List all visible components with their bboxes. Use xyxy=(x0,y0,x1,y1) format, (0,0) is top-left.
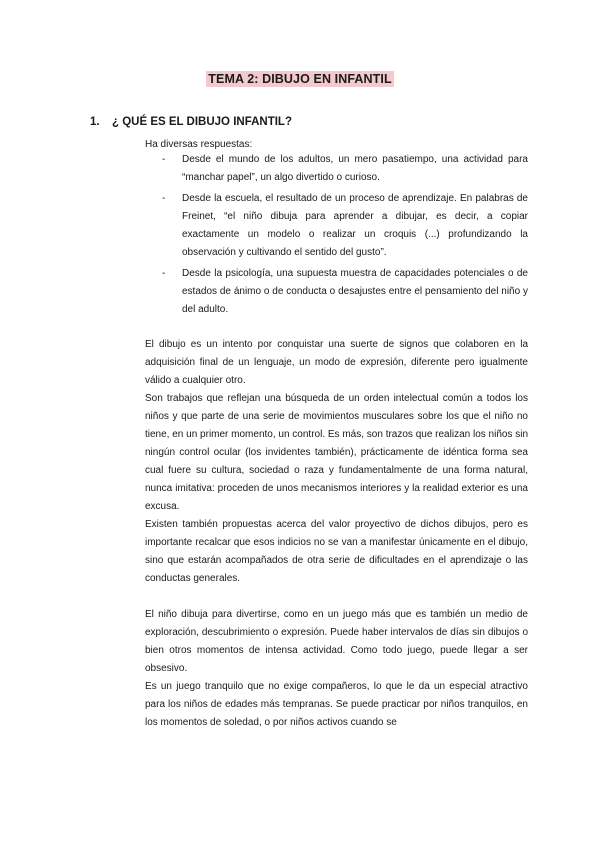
title-highlight: TEMA 2: DIBUJO EN INFANTIL xyxy=(208,72,392,86)
paragraph: Existen también propuestas acerca del valor proyectivo de dichos dibujos, pero es importante recalcar que esos indicios no se van a manifestar únicamente en el dibujo, sino que estarán acompañados de otra serie de dificultades en el aprendizaje o las conductas generales. xyxy=(145,519,528,584)
bullet-dash: - xyxy=(162,154,166,165)
bullet-item xyxy=(162,151,528,187)
section-number: 1. xyxy=(90,116,100,128)
paragraph: El dibujo es un intento por conquistar una suerte de signos que colaboren en la adquisición final de un lenguaje, un modo de expresión, diferente pero igualmente válido a cualquier otro. xyxy=(145,339,528,386)
bullet-item xyxy=(162,190,528,262)
bullet-dash: - xyxy=(162,268,166,279)
bullet-dash: - xyxy=(162,193,166,204)
bullet-text: Desde el mundo de los adultos, un mero pasatiempo, una actividad para “manchar papel”, un algo divertido o curioso. xyxy=(182,154,528,183)
paragraph: Es un juego tranquilo que no exige compañeros, lo que le da un especial atractivo para los niños de edades más tempranas. Se puede practicar por niños tranquilos, en los momentos de soledad, o por niños activos cuando se xyxy=(145,681,528,728)
intro-line: Ha diversas respuestas: xyxy=(145,139,253,150)
bullet-item xyxy=(162,265,528,319)
section-heading-text: ¿ QUÉ ES EL DIBUJO INFANTIL? xyxy=(112,116,292,128)
document-title xyxy=(0,72,600,86)
body-text xyxy=(145,336,528,732)
bullet-text: Desde la psicología, una supuesta muestra de capacidades potenciales o de estados de ánimo o de conducta o desajustes entre el pensamiento del niño y del adulto. xyxy=(182,268,528,315)
section-heading xyxy=(90,116,292,128)
bullet-list xyxy=(162,151,528,322)
paragraph: Son trabajos que reflejan una búsqueda de un orden intelectual común a todos los niños y que parte de una serie de movimientos musculares sobre los que el niño no tiene, en un primer momento, un control. Es más, son trazos que realizan los niños sin ningún control ocular (los invidentes también), prácticamente de idéntica forma sea cual fuere su cultura, sociedad o raza y fundamentalmente de una forma natural, nunca imitativa: proceden de unos mecanismos interiores y la realidad exterior es una excusa. xyxy=(145,393,528,512)
bullet-text: Desde la escuela, el resultado de un proceso de aprendizaje. En palabras de Freinet, “el niño dibuja para aprender a dibujar, es decir, a copiar exactamente un modelo o realizar un croquis (...) profundizando la observación y cultivando el sentido del gusto”. xyxy=(182,193,528,258)
paragraph: El niño dibuja para divertirse, como en un juego más que es también un medio de exploración, descubrimiento o expresión. Puede haber intervalos de días sin dibujos o bien otros momentos de intensa actividad. Como todo juego, puede llegar a ser obsesivo. xyxy=(145,609,528,674)
